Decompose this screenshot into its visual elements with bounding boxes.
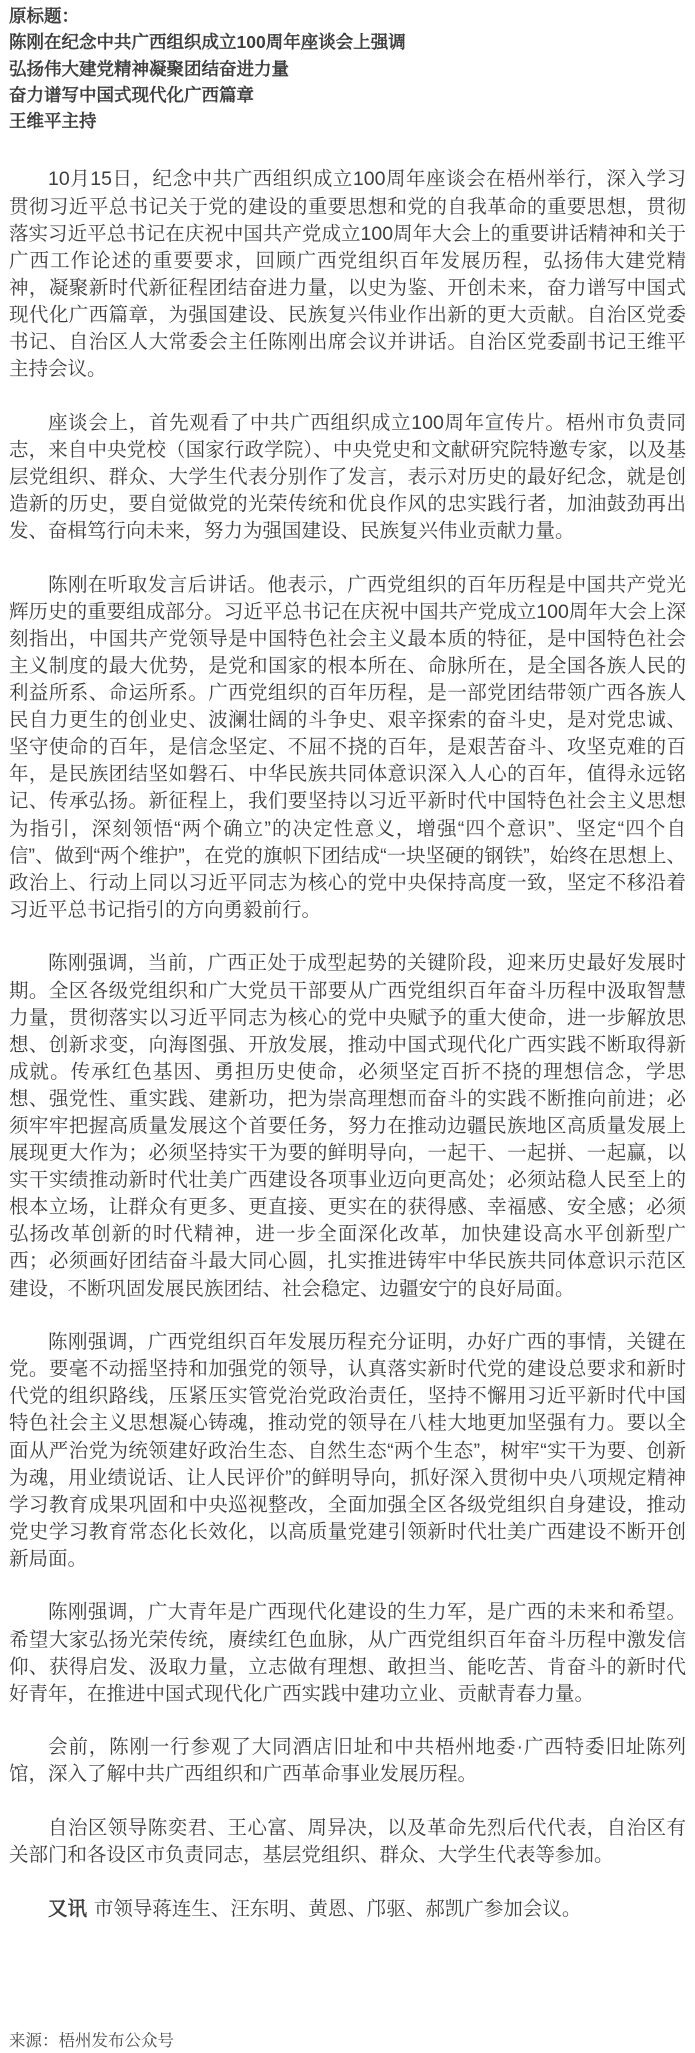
article-title-line-2: 弘扬伟大建党精神凝聚团结奋进力量 xyxy=(9,58,289,79)
article-paragraph-6: 陈刚强调，广大青年是广西现代化建设的生力军，是广西的未来和希望。希望大家弘扬光荣传统，赓续红色血脉，从广西党组织百年奋斗历程中激发信仰、获得启发、汲取力量，立志做有理想、敢担当、能吃苦、肯奋斗的新时代好青年，在推进中国式现代化广西实践中建功立业、贡献青春力量。 xyxy=(9,1601,686,1705)
bulletin-text: 市领导蒋连生、汪东明、黄恩、邝驱、郝凯广参加会议。 xyxy=(93,1897,582,1920)
article-paragraph-7: 会前，陈刚一行参观了大同酒店旧址和中共梧州地委·广西特委旧址陈列馆，深入了解中共广西组织和广西革命事业发展历程。 xyxy=(9,1736,686,1786)
bulletin-paragraph xyxy=(9,1896,686,1923)
article-title-line-4: 王维平主持 xyxy=(9,111,97,132)
article-paragraph-3: 陈刚在听取发言后讲话。他表示，广西党组织的百年历程是中国共产党光辉历史的重要组成部分。习近平总书记在庆祝中国共产党成立100周年大会上深刻指出，中国共产党领导是中国特色社会主义最本质的特征，是中国特色社会主义制度的最大优势，是党和国家的根本所在、命脉所在，是全国各族人民的利益所系、命运所系。广西党组织的百年历程，是一部党团结带领广西各族人民自力更生的创业史、波澜壮阔的斗争史、艰辛探索的奋斗史，是对党忠诚、坚守使命的百年，是信念坚定、不屈不挠的百年，是艰苦奋斗、攻坚克难的百年，是民族团结坚如磐石、中华民族共同体意识深入人心的百年，值得永远铭记、传承弘扬。新征程上，我们要坚持以习近平新时代中国特色社会主义思想为指引，深刻领悟“两个确立”的决定性意义，增强“四个意识”、坚定“四个自信”、做到“两个维护”，在党的旗帜下团结成“一块坚硬的钢铁”，始终在思想上、政治上、行动上同以习近平同志为核心的党中央保持高度一致，坚定不移沿着习近平总书记指引的方向勇毅前行。 xyxy=(9,573,686,921)
article-paragraph-2: 座谈会上，首先观看了中共广西组织成立100周年宣传片。梧州市负责同志，来自中央党校（国家行政学院）、中央党史和文献研究院特邀专家，以及基层党组织、群众、大学生代表分别作了发言，表示对历史的最好纪念，就是创造新的历史，要自觉做党的光荣传统和优良作风的忠实践行者，加油鼓劲再出发、奋楫笃行向未来，努力为强国建设、民族复兴伟业贡献力量。 xyxy=(9,411,686,543)
source-line: 来源：梧州发布公众号 xyxy=(9,2031,174,2050)
article-paragraph-8: 自治区领导陈奕君、王心富、周异决，以及革命先烈后代代表，自治区有关部门和各设区市负责同志，基层党组织、群众、大学生代表等参加。 xyxy=(9,1817,686,1867)
article-title-line-3: 奋力谱写中国式现代化广西篇章 xyxy=(9,84,254,105)
article-paragraph-1: 10月15日，纪念中共广西组织成立100周年座谈会在梧州举行，深入学习贯彻习近平总书记关于党的建设的重要思想和党的自我革命的重要思想，贯彻落实习近平总书记在庆祝中国共产党成立100周年大会上的重要讲话精神和关于广西工作论述的重要要求，回顾广西党组织百年发展历程，弘扬伟大建党精神，凝聚新时代新征程团结奋进力量，以史为鉴、开创未来，奋力谱写中国式现代化广西篇章，为强国建设、民族复兴伟业作出新的更大贡献。自治区党委书记、自治区人大常委会主任陈刚出席会议并讲话。自治区党委副书记王维平主持会议。 xyxy=(9,168,686,381)
original-title-label: 原标题： xyxy=(9,6,79,26)
article-title-line-1: 陈刚在纪念中共广西组织成立100周年座谈会上强调 xyxy=(9,32,406,53)
bulletin-prefix: 又讯 xyxy=(48,1897,88,1920)
article-body xyxy=(9,166,686,1922)
article-header xyxy=(9,3,686,134)
article-paragraph-4: 陈刚强调，当前，广西正处于成型起势的关键阶段，迎来历史最好发展时期。全区各级党组织和广大党员干部要从广西党组织百年奋斗历程中汲取智慧力量，贯彻落实以习近平同志为核心的党中央赋予的重大使命，进一步解放思想、创新求变，向海图强、开放发展，推动中国式现代化广西实践不断取得新成就。传承红色基因、勇担历史使命，必须坚定百折不挠的理想信念，学思想、强党性、重实践、建新功，把为崇高理想而奋斗的实践不断推向前进；必须牢牢把握高质量发展这个首要任务，努力在推动边疆民族地区高质量发展上展现更大作为；必须坚持实干为要的鲜明导向，一起干、一起拼、一起赢，以实干实绩推动新时代壮美广西建设各项事业迈向更高处；必须站稳人民至上的根本立场，让群众有更多、更直接、更实在的获得感、幸福感、安全感；必须弘扬改革创新的时代精神，进一步全面深化改革，加快建设高水平创新型广西；必须画好团结奋斗最大同心圆，扎实推进铸牢中华民族共同体意识示范区建设，不断巩固发展民族团结、社会稳定、边疆安宁的良好局面。 xyxy=(9,952,686,1300)
article-paragraph-5: 陈刚强调，广西党组织百年发展历程充分证明，办好广西的事情，关键在党。要毫不动摇坚持和加强党的领导，认真落实新时代党的建设总要求和新时代党的组织路线，压紧压实管党治党政治责任，坚持不懈用习近平新时代中国特色社会主义思想凝心铸魂，推动党的领导在八桂大地更加坚强有力。要以全面从严治党为统领建好政治生态、自然生态“两个生态”，树牢“实干为要、创新为魂，用业绩说话、让人民评价”的鲜明导向，抓好深入贯彻中央八项规定精神学习教育成果巩固和中央巡视整改，全面加强全区各级党组织自身建设，推动党史学习教育常态化长效化，以高质量党建引领新时代壮美广西建设不断开创新局面。 xyxy=(9,1331,686,1570)
